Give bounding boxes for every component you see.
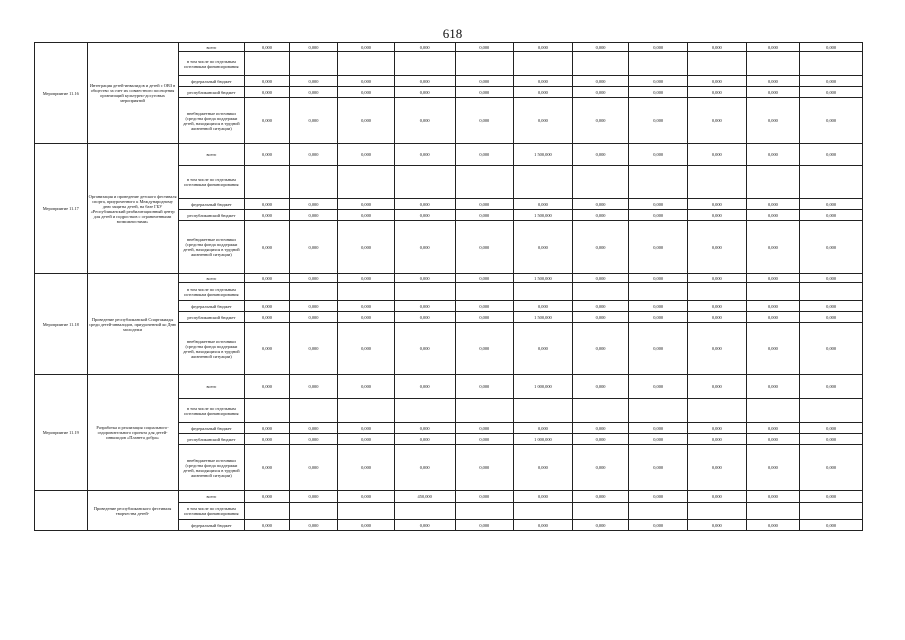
value-cell: 0,000: [629, 210, 688, 221]
value-cell: 0,000: [455, 221, 514, 274]
value-cell: [338, 283, 395, 301]
value-cell: 0,000: [455, 434, 514, 445]
event-cell: Мероприятие 11.17: [35, 144, 88, 274]
value-cell: 0,000: [746, 144, 800, 166]
value-cell: [746, 283, 800, 301]
value-cell: [746, 399, 800, 423]
value-cell: 0,000: [245, 76, 289, 87]
event-description-cell: Организация и проведение детского фестиваля спорта, приуроченного к Международному дню защиты детей, на базе ГБУ «Республиканский реабилитационный центр для детей и подростков с ограниченными возможностями»: [87, 144, 178, 274]
value-cell: 0,000: [629, 199, 688, 210]
value-cell: [746, 52, 800, 76]
event-cell: Мероприятие 11.16: [35, 43, 88, 144]
value-cell: 0,000: [746, 520, 800, 531]
value-cell: 0,000: [455, 375, 514, 399]
value-cell: 0,000: [629, 43, 688, 52]
value-cell: 0,000: [289, 520, 338, 531]
value-cell: 0,000: [746, 491, 800, 503]
value-cell: 0,000: [746, 210, 800, 221]
funding-source-cell: республиканский бюджет: [178, 210, 245, 221]
value-cell: 0,000: [455, 423, 514, 434]
value-cell: [245, 399, 289, 423]
value-cell: 0,000: [394, 221, 455, 274]
value-cell: [338, 503, 395, 520]
value-cell: 0,000: [800, 144, 863, 166]
value-cell: 0,000: [688, 491, 747, 503]
value-cell: [245, 166, 289, 199]
value-cell: 0,000: [455, 274, 514, 283]
table-row: [35, 43, 863, 52]
value-cell: 0,000: [688, 43, 747, 52]
value-cell: 0,000: [245, 144, 289, 166]
value-cell: 0,000: [746, 323, 800, 375]
value-cell: 0,000: [289, 274, 338, 283]
value-cell: 0,000: [338, 301, 395, 312]
value-cell: 0,000: [245, 520, 289, 531]
value-cell: 0,000: [455, 76, 514, 87]
value-cell: 0,000: [289, 323, 338, 375]
value-cell: 0,000: [800, 323, 863, 375]
value-cell: 0,000: [394, 199, 455, 210]
value-cell: 0,000: [514, 323, 573, 375]
value-cell: 0,000: [629, 375, 688, 399]
value-cell: 0,000: [572, 199, 629, 210]
value-cell: 0,000: [245, 98, 289, 144]
value-cell: 0,000: [688, 423, 747, 434]
value-cell: 0,000: [394, 87, 455, 98]
funding-source-cell: республиканский бюджет: [178, 87, 245, 98]
value-cell: 0,000: [629, 312, 688, 323]
value-cell: 0,000: [629, 98, 688, 144]
value-cell: 0,000: [572, 323, 629, 375]
table-row: [35, 491, 863, 503]
value-cell: 0,000: [629, 274, 688, 283]
value-cell: [394, 399, 455, 423]
value-cell: [289, 283, 338, 301]
value-cell: 0,000: [289, 301, 338, 312]
value-cell: 0,000: [338, 312, 395, 323]
funding-source-cell: всего: [178, 43, 245, 52]
funding-source-cell: всего: [178, 375, 245, 399]
value-cell: 0,000: [394, 76, 455, 87]
value-cell: [688, 283, 747, 301]
value-cell: 0,000: [394, 144, 455, 166]
value-cell: 0,000: [688, 221, 747, 274]
value-cell: 0,000: [688, 144, 747, 166]
value-cell: 0,000: [455, 520, 514, 531]
value-cell: 0,000: [746, 434, 800, 445]
value-cell: 0,000: [514, 199, 573, 210]
value-cell: 0,000: [514, 87, 573, 98]
value-cell: [572, 166, 629, 199]
value-cell: 0,000: [629, 301, 688, 312]
value-cell: 0,000: [338, 375, 395, 399]
value-cell: 0,000: [455, 445, 514, 491]
value-cell: 0,000: [394, 423, 455, 434]
value-cell: 0,000: [394, 323, 455, 375]
value-cell: 0,000: [629, 76, 688, 87]
value-cell: [289, 166, 338, 199]
event-description-cell: Проведение республиканской Спартакиады среди детей-инвалидов, приуроченной ко Дню молодежи: [87, 274, 178, 375]
value-cell: [289, 399, 338, 423]
value-cell: [629, 166, 688, 199]
value-cell: 0,000: [289, 144, 338, 166]
value-cell: [338, 166, 395, 199]
value-cell: 0,000: [800, 76, 863, 87]
value-cell: [455, 52, 514, 76]
value-cell: 0,000: [629, 434, 688, 445]
value-cell: 0,000: [514, 445, 573, 491]
value-cell: 0,000: [245, 43, 289, 52]
value-cell: 0,000: [338, 520, 395, 531]
value-cell: 0,000: [245, 274, 289, 283]
value-cell: 0,000: [338, 98, 395, 144]
value-cell: 0,000: [572, 98, 629, 144]
funding-source-cell: федеральный бюджет: [178, 520, 245, 531]
value-cell: 0,000: [746, 43, 800, 52]
value-cell: 0,000: [572, 87, 629, 98]
event-description-cell: Интеграция детей-инвалидов и детей с ОВЗ в общество за счет их совместного посещения организаций культурно-досуговых мероприятий: [87, 43, 178, 144]
value-cell: 0,000: [688, 445, 747, 491]
funding-source-cell: всего: [178, 491, 245, 503]
value-cell: 0,000: [338, 423, 395, 434]
funding-source-cell: республиканский бюджет: [178, 312, 245, 323]
value-cell: 0,000: [338, 144, 395, 166]
value-cell: 0,000: [514, 43, 573, 52]
value-cell: [572, 283, 629, 301]
value-cell: 0,000: [338, 445, 395, 491]
table-row: [35, 144, 863, 166]
value-cell: 0,000: [572, 221, 629, 274]
value-cell: 0,000: [629, 520, 688, 531]
value-cell: 0,000: [800, 434, 863, 445]
value-cell: 0,000: [800, 210, 863, 221]
value-cell: 0,000: [338, 199, 395, 210]
value-cell: 0,000: [629, 445, 688, 491]
value-cell: [455, 283, 514, 301]
value-cell: 0,000: [629, 423, 688, 434]
value-cell: [514, 52, 573, 76]
value-cell: [514, 399, 573, 423]
value-cell: [289, 503, 338, 520]
value-cell: 0,000: [572, 520, 629, 531]
value-cell: 0,000: [688, 375, 747, 399]
value-cell: 0,000: [289, 76, 338, 87]
value-cell: 0,000: [800, 98, 863, 144]
value-cell: 0,000: [629, 491, 688, 503]
value-cell: 0,000: [289, 434, 338, 445]
value-cell: [394, 283, 455, 301]
value-cell: 0,000: [245, 87, 289, 98]
value-cell: 0,000: [245, 445, 289, 491]
value-cell: 0,000: [800, 221, 863, 274]
value-cell: 0,000: [289, 87, 338, 98]
value-cell: 0,000: [746, 423, 800, 434]
value-cell: 0,000: [245, 434, 289, 445]
value-cell: 0,000: [338, 491, 395, 503]
value-cell: 0,000: [394, 301, 455, 312]
value-cell: 0,000: [394, 98, 455, 144]
value-cell: 0,000: [455, 210, 514, 221]
value-cell: 1 500,000: [514, 274, 573, 283]
value-cell: 0,000: [746, 445, 800, 491]
value-cell: 0,000: [688, 520, 747, 531]
value-cell: [688, 503, 747, 520]
funding-source-cell: в том числе по отдельным источникам финансирования: [178, 503, 245, 520]
value-cell: 0,000: [289, 199, 338, 210]
value-cell: 0,000: [455, 312, 514, 323]
value-cell: 0,000: [629, 323, 688, 375]
funding-source-cell: республиканский бюджет: [178, 434, 245, 445]
funding-source-cell: внебюджетные источники (средства фонда поддержки детей, находящихся в трудной жизненной ситуации): [178, 323, 245, 375]
value-cell: [629, 283, 688, 301]
value-cell: 0,000: [572, 210, 629, 221]
value-cell: 0,000: [800, 274, 863, 283]
value-cell: 0,000: [289, 43, 338, 52]
value-cell: [572, 399, 629, 423]
value-cell: 0,000: [572, 274, 629, 283]
value-cell: 0,000: [394, 434, 455, 445]
value-cell: 0,000: [514, 423, 573, 434]
value-cell: [394, 503, 455, 520]
value-cell: 0,000: [394, 274, 455, 283]
value-cell: 0,000: [688, 199, 747, 210]
value-cell: 0,000: [245, 301, 289, 312]
value-cell: 0,000: [688, 434, 747, 445]
value-cell: 0,000: [746, 76, 800, 87]
value-cell: 0,000: [514, 520, 573, 531]
value-cell: 0,000: [800, 301, 863, 312]
value-cell: 0,000: [800, 445, 863, 491]
value-cell: 0,000: [455, 43, 514, 52]
value-cell: 0,000: [289, 375, 338, 399]
value-cell: 0,000: [800, 199, 863, 210]
value-cell: 0,000: [245, 221, 289, 274]
value-cell: 0,000: [800, 375, 863, 399]
value-cell: 0,000: [688, 323, 747, 375]
value-cell: 0,000: [629, 221, 688, 274]
value-cell: 0,000: [245, 423, 289, 434]
value-cell: 0,000: [629, 87, 688, 98]
value-cell: [800, 503, 863, 520]
value-cell: 0,000: [746, 375, 800, 399]
value-cell: 0,000: [245, 491, 289, 503]
funding-source-cell: федеральный бюджет: [178, 423, 245, 434]
financing-table: [34, 42, 863, 531]
value-cell: 0,000: [514, 98, 573, 144]
funding-source-cell: федеральный бюджет: [178, 199, 245, 210]
value-cell: [629, 52, 688, 76]
value-cell: 0,000: [394, 210, 455, 221]
value-cell: 0,000: [514, 76, 573, 87]
value-cell: 1 500,000: [514, 312, 573, 323]
value-cell: 0,000: [394, 312, 455, 323]
value-cell: 0,000: [338, 43, 395, 52]
funding-source-cell: всего: [178, 144, 245, 166]
table-row: [35, 274, 863, 283]
value-cell: 1 500,000: [514, 144, 573, 166]
value-cell: 450,000: [394, 491, 455, 503]
value-cell: 0,000: [245, 210, 289, 221]
page-number: 618: [442, 26, 463, 41]
value-cell: 0,000: [289, 423, 338, 434]
value-cell: [245, 503, 289, 520]
value-cell: 0,000: [338, 221, 395, 274]
value-cell: 0,000: [800, 312, 863, 323]
value-cell: 0,000: [688, 98, 747, 144]
value-cell: 0,000: [746, 301, 800, 312]
funding-source-cell: в том числе по отдельным источникам финансирования: [178, 166, 245, 199]
value-cell: [800, 166, 863, 199]
value-cell: 0,000: [514, 301, 573, 312]
value-cell: 0,000: [572, 301, 629, 312]
value-cell: [572, 52, 629, 76]
funding-source-cell: федеральный бюджет: [178, 76, 245, 87]
value-cell: 0,000: [746, 87, 800, 98]
value-cell: 0,000: [746, 98, 800, 144]
value-cell: 0,000: [688, 76, 747, 87]
value-cell: [394, 52, 455, 76]
value-cell: 1 000,000: [514, 375, 573, 399]
value-cell: [688, 399, 747, 423]
value-cell: 0,000: [394, 375, 455, 399]
value-cell: 0,000: [800, 423, 863, 434]
value-cell: [629, 399, 688, 423]
value-cell: 0,000: [338, 323, 395, 375]
value-cell: [455, 166, 514, 199]
value-cell: 1 000,000: [514, 434, 573, 445]
value-cell: [394, 166, 455, 199]
value-cell: 0,000: [572, 144, 629, 166]
value-cell: [455, 503, 514, 520]
value-cell: 0,000: [746, 312, 800, 323]
value-cell: 0,000: [455, 87, 514, 98]
funding-source-cell: в том числе по отдельным источникам финансирования: [178, 52, 245, 76]
value-cell: 0,000: [289, 98, 338, 144]
value-cell: 0,000: [800, 520, 863, 531]
value-cell: [746, 166, 800, 199]
value-cell: 0,000: [572, 375, 629, 399]
value-cell: 0,000: [688, 210, 747, 221]
value-cell: 0,000: [572, 445, 629, 491]
value-cell: 0,000: [289, 491, 338, 503]
value-cell: 0,000: [338, 434, 395, 445]
value-cell: 0,000: [394, 43, 455, 52]
value-cell: 0,000: [338, 76, 395, 87]
value-cell: 0,000: [572, 434, 629, 445]
value-cell: 0,000: [289, 221, 338, 274]
event-cell: [35, 491, 88, 531]
value-cell: 0,000: [688, 87, 747, 98]
value-cell: 0,000: [245, 323, 289, 375]
value-cell: 0,000: [245, 312, 289, 323]
value-cell: 0,000: [514, 491, 573, 503]
value-cell: 0,000: [289, 312, 338, 323]
value-cell: [245, 52, 289, 76]
value-cell: 0,000: [455, 491, 514, 503]
value-cell: [800, 52, 863, 76]
value-cell: [338, 52, 395, 76]
value-cell: [572, 503, 629, 520]
value-cell: [514, 503, 573, 520]
value-cell: 0,000: [572, 43, 629, 52]
value-cell: 0,000: [455, 144, 514, 166]
value-cell: 0,000: [746, 199, 800, 210]
value-cell: 0,000: [455, 98, 514, 144]
event-description-cell: Разработка и реализация социального-оздоровительного проекта для детей-инвалидов «Планета добра»: [87, 375, 178, 491]
event-cell: Мероприятие 11.18: [35, 274, 88, 375]
value-cell: [338, 399, 395, 423]
value-cell: 0,000: [394, 520, 455, 531]
value-cell: 0,000: [688, 301, 747, 312]
value-cell: [688, 166, 747, 199]
value-cell: 1 500,000: [514, 210, 573, 221]
funding-source-cell: всего: [178, 274, 245, 283]
funding-source-cell: внебюджетные источники (средства фонда поддержки детей, находящихся в трудной жизненной ситуации): [178, 445, 245, 491]
value-cell: 0,000: [338, 210, 395, 221]
value-cell: [800, 283, 863, 301]
value-cell: 0,000: [289, 210, 338, 221]
funding-source-cell: в том числе по отдельным источникам финансирования: [178, 283, 245, 301]
value-cell: 0,000: [245, 199, 289, 210]
table-row: [35, 375, 863, 399]
event-description-cell: Проведение республиканского фестиваля творчества детей-: [87, 491, 178, 531]
value-cell: [245, 283, 289, 301]
value-cell: [746, 503, 800, 520]
value-cell: 0,000: [245, 375, 289, 399]
funding-source-cell: внебюджетные источники (средства фонда поддержки детей, находящихся в трудной жизненной ситуации): [178, 98, 245, 144]
value-cell: 0,000: [800, 87, 863, 98]
value-cell: 0,000: [572, 76, 629, 87]
value-cell: 0,000: [514, 221, 573, 274]
value-cell: [455, 399, 514, 423]
value-cell: 0,000: [572, 312, 629, 323]
funding-source-cell: внебюджетные источники (средства фонда поддержки детей, находящихся в трудной жизненной ситуации): [178, 221, 245, 274]
value-cell: 0,000: [800, 491, 863, 503]
value-cell: 0,000: [572, 491, 629, 503]
event-cell: Мероприятие 11.19: [35, 375, 88, 491]
value-cell: 0,000: [289, 445, 338, 491]
value-cell: 0,000: [572, 423, 629, 434]
value-cell: [688, 52, 747, 76]
value-cell: 0,000: [800, 43, 863, 52]
value-cell: [514, 283, 573, 301]
value-cell: 0,000: [688, 312, 747, 323]
value-cell: 0,000: [629, 144, 688, 166]
funding-source-cell: в том числе по отдельным источникам финансирования: [178, 399, 245, 423]
value-cell: 0,000: [338, 87, 395, 98]
value-cell: 0,000: [746, 274, 800, 283]
value-cell: [800, 399, 863, 423]
value-cell: [514, 166, 573, 199]
value-cell: 0,000: [394, 445, 455, 491]
value-cell: 0,000: [338, 274, 395, 283]
value-cell: [629, 503, 688, 520]
value-cell: 0,000: [455, 199, 514, 210]
value-cell: 0,000: [746, 221, 800, 274]
value-cell: [289, 52, 338, 76]
value-cell: 0,000: [688, 274, 747, 283]
value-cell: 0,000: [455, 323, 514, 375]
funding-source-cell: федеральный бюджет: [178, 301, 245, 312]
value-cell: 0,000: [455, 301, 514, 312]
